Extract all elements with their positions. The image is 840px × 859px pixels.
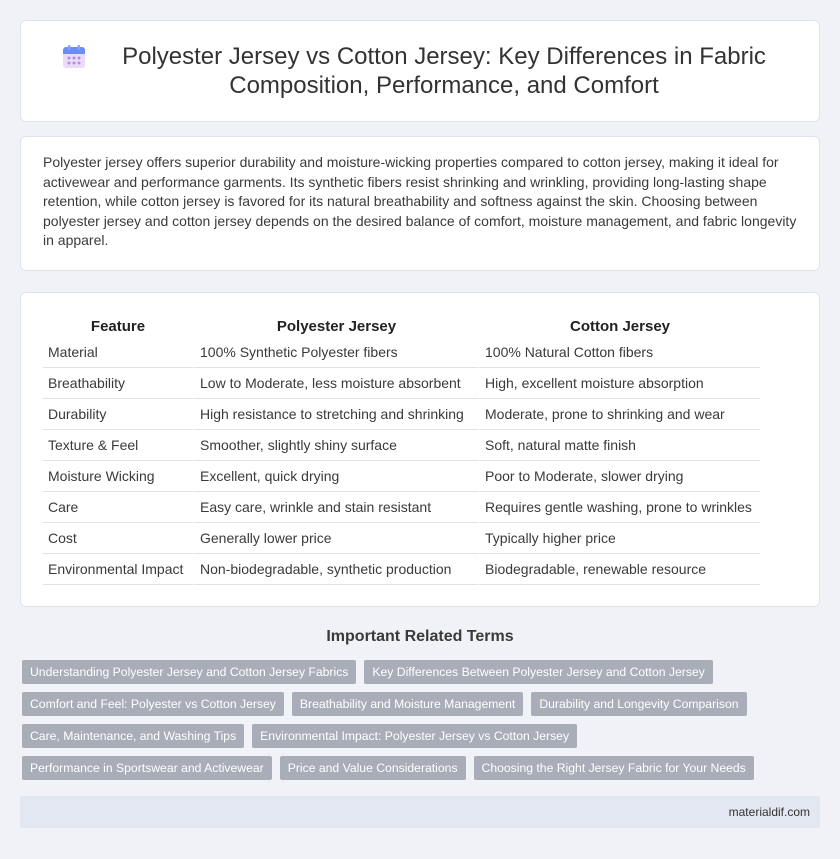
table-cell-cotton: High, excellent moisture absorption bbox=[478, 368, 760, 399]
footer bbox=[20, 796, 820, 828]
table-cell-polyester: Smoother, slightly shiny surface bbox=[193, 430, 478, 461]
table-header-feature: Feature bbox=[90, 317, 146, 335]
calendar-icon bbox=[61, 44, 87, 70]
table-cell-feature: Environmental Impact bbox=[43, 554, 193, 585]
table-cell-cotton: 100% Natural Cotton fibers bbox=[478, 337, 760, 368]
table-row bbox=[43, 492, 760, 523]
table-cell-polyester: Excellent, quick drying bbox=[193, 461, 478, 492]
table-cell-cotton: Poor to Moderate, slower drying bbox=[478, 461, 760, 492]
table-cell-polyester: High resistance to stretching and shrinking bbox=[193, 399, 478, 430]
related-term-tag[interactable]: Comfort and Feel: Polyester vs Cotton Jersey bbox=[22, 692, 284, 716]
comparison-table bbox=[43, 315, 760, 585]
table-cell-feature: Texture & Feel bbox=[43, 430, 193, 461]
table-row bbox=[43, 368, 760, 399]
table-cell-cotton: Soft, natural matte finish bbox=[478, 430, 760, 461]
table-header-polyester: Polyester Jersey bbox=[193, 315, 478, 337]
related-term-tag[interactable]: Price and Value Considerations bbox=[280, 756, 466, 780]
related-term-tag[interactable]: Performance in Sportswear and Activewear bbox=[22, 756, 272, 780]
summary-card bbox=[20, 136, 820, 271]
table-cell-feature: Care bbox=[43, 492, 193, 523]
page-title: Polyester Jersey vs Cotton Jersey: Key Differences in Fabric Composition, Performance, and Comfort bbox=[122, 43, 766, 99]
table-cell-polyester: Non-biodegradable, synthetic production bbox=[193, 554, 478, 585]
table-row bbox=[43, 554, 760, 585]
related-term-tag[interactable]: Key Differences Between Polyester Jersey and Cotton Jersey bbox=[364, 660, 712, 684]
table-cell-feature: Cost bbox=[43, 523, 193, 554]
table-cell-polyester: Generally lower price bbox=[193, 523, 478, 554]
related-terms-list bbox=[22, 660, 822, 788]
table-row bbox=[43, 399, 760, 430]
table-cell-feature: Breathability bbox=[43, 368, 193, 399]
table-cell-feature: Durability bbox=[43, 399, 193, 430]
table-row bbox=[43, 337, 760, 368]
table-cell-cotton: Biodegradable, renewable resource bbox=[478, 554, 760, 585]
summary-text: Polyester jersey offers superior durability and moisture-wicking properties compared to cotton jersey, making it ideal for activewear and performance garments. Its synthetic fibers resist shrinking and wrinkling, providing long-lasting shape retention, while cotton jersey is favored for its natural breathability and softness against the skin. Choosing between polyester jersey and cotton jersey depends on the desired balance of comfort, moisture management, and fabric longevity in apparel. bbox=[43, 154, 797, 248]
footer-site-link[interactable]: materialdif.com bbox=[728, 805, 810, 819]
table-cell-feature: Moisture Wicking bbox=[43, 461, 193, 492]
title-wrap bbox=[61, 42, 779, 100]
table-row bbox=[43, 430, 760, 461]
table-cell-cotton: Moderate, prone to shrinking and wear bbox=[478, 399, 760, 430]
comparison-table-card bbox=[20, 292, 820, 607]
table-cell-cotton: Requires gentle washing, prone to wrinkles bbox=[478, 492, 760, 523]
table-cell-polyester: Low to Moderate, less moisture absorbent bbox=[193, 368, 478, 399]
related-term-tag[interactable]: Breathability and Moisture Management bbox=[292, 692, 523, 716]
related-term-tag[interactable]: Care, Maintenance, and Washing Tips bbox=[22, 724, 244, 748]
related-term-tag[interactable]: Understanding Polyester Jersey and Cotton Jersey Fabrics bbox=[22, 660, 356, 684]
title-card bbox=[20, 20, 820, 122]
related-terms-title: Important Related Terms bbox=[326, 628, 514, 645]
table-row bbox=[43, 461, 760, 492]
table-cell-polyester: Easy care, wrinkle and stain resistant bbox=[193, 492, 478, 523]
table-cell-polyester: 100% Synthetic Polyester fibers bbox=[193, 337, 478, 368]
table-cell-cotton: Typically higher price bbox=[478, 523, 760, 554]
table-header-row bbox=[43, 315, 760, 337]
related-term-tag[interactable]: Choosing the Right Jersey Fabric for Your Needs bbox=[474, 756, 754, 780]
related-term-tag[interactable]: Environmental Impact: Polyester Jersey vs Cotton Jersey bbox=[252, 724, 577, 748]
related-term-tag[interactable]: Durability and Longevity Comparison bbox=[531, 692, 746, 716]
table-header-cotton: Cotton Jersey bbox=[478, 315, 760, 337]
table-row bbox=[43, 523, 760, 554]
table-cell-feature: Material bbox=[43, 337, 193, 368]
